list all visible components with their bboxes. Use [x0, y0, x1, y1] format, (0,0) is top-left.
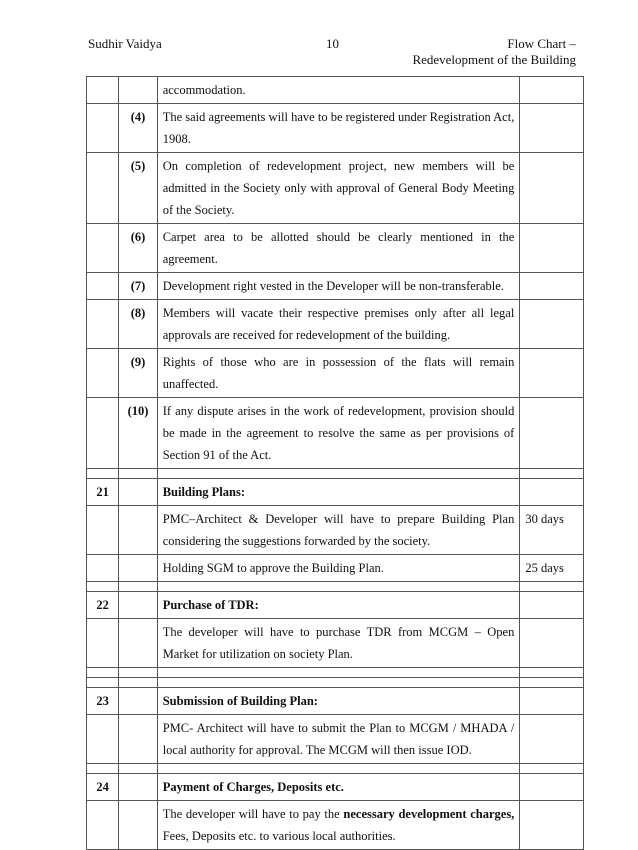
- row-text: The developer will have to purchase TDR from MCGM – Open Market for utilization on society Plan.: [157, 619, 520, 668]
- row-text: Rights of those who are in possession of the flats will remain unaffected.: [157, 349, 520, 398]
- table-row: [87, 801, 584, 850]
- row-text: Carpet area to be allotted should be clearly mentioned in the agreement.: [157, 224, 520, 273]
- row-text: PMC- Architect will have to submit the Plan to MCGM / MHADA / local authority for approval. The MCGM will then issue IOD.: [157, 715, 520, 764]
- section-number: 21: [87, 479, 119, 506]
- header-title-line1: Flow Chart –: [507, 36, 576, 51]
- table-row: [87, 300, 584, 349]
- flow-chart-table: [86, 76, 584, 850]
- row-text: The said agreements will have to be registered under Registration Act, 1908.: [157, 104, 520, 153]
- section-number: 23: [87, 688, 119, 715]
- section-number: 24: [87, 774, 119, 801]
- section-heading: Payment of Charges, Deposits etc.: [157, 774, 520, 801]
- sub-item-number: (9): [119, 349, 157, 398]
- sub-item-number: (4): [119, 104, 157, 153]
- row-text: PMC–Architect & Developer will have to prepare Building Plan considering the suggestions forwarded by the society.: [157, 506, 520, 555]
- sub-item-number: (8): [119, 300, 157, 349]
- section-heading: Building Plans:: [157, 479, 520, 506]
- table-row: [87, 349, 584, 398]
- table-row: [87, 77, 584, 104]
- sub-item-number: (10): [119, 398, 157, 469]
- page-number: 10: [326, 36, 339, 51]
- row-text: Holding SGM to approve the Building Plan.: [157, 555, 520, 582]
- row-text: Members will vacate their respective premises only after all legal approvals are received for redevelopment of the building.: [157, 300, 520, 349]
- row-text-emphasis: necessary development charges,: [343, 807, 515, 821]
- duration: 30 days: [520, 506, 584, 555]
- row-text-part: Fees, Deposits etc. to various local authorities.: [162, 829, 396, 843]
- row-text: [157, 801, 520, 850]
- table-row: [87, 273, 584, 300]
- row-text: accommodation.: [157, 77, 520, 104]
- table-row: [87, 715, 584, 764]
- row-text: If any dispute arises in the work of redevelopment, provision should be made in the agreement to resolve the same as per provisions of Section 91 of the Act.: [157, 398, 520, 469]
- table-row: [87, 153, 584, 224]
- sub-item-number: (7): [119, 273, 157, 300]
- table-row: [87, 398, 584, 469]
- header-title: [410, 36, 576, 68]
- table-row: [87, 619, 584, 668]
- section-heading-row: [87, 479, 584, 506]
- section-heading-row: [87, 688, 584, 715]
- table-row: [87, 104, 584, 153]
- header-title-line2: Redevelopment of the Building: [412, 52, 576, 67]
- section-number: 22: [87, 592, 119, 619]
- spacer-row: [87, 678, 584, 688]
- table-row: [87, 555, 584, 582]
- section-heading: Purchase of TDR:: [157, 592, 520, 619]
- table-row: [87, 224, 584, 273]
- table-row: [87, 506, 584, 555]
- spacer-row: [87, 668, 584, 678]
- row-text-part: The developer will have to pay the: [162, 807, 344, 821]
- spacer-row: [87, 764, 584, 774]
- duration: 25 days: [520, 555, 584, 582]
- row-text: On completion of redevelopment project, new members will be admitted in the Society only with approval of General Body Meeting of the Society.: [157, 153, 520, 224]
- spacer-row: [87, 469, 584, 479]
- section-heading: Submission of Building Plan:: [157, 688, 520, 715]
- section-heading-row: [87, 592, 584, 619]
- sub-item-number: (6): [119, 224, 157, 273]
- header-author: Sudhir Vaidya: [88, 36, 162, 51]
- sub-item-number: (5): [119, 153, 157, 224]
- spacer-row: [87, 582, 584, 592]
- section-heading-row: [87, 774, 584, 801]
- row-text: Development right vested in the Developer will be non-transferable.: [157, 273, 520, 300]
